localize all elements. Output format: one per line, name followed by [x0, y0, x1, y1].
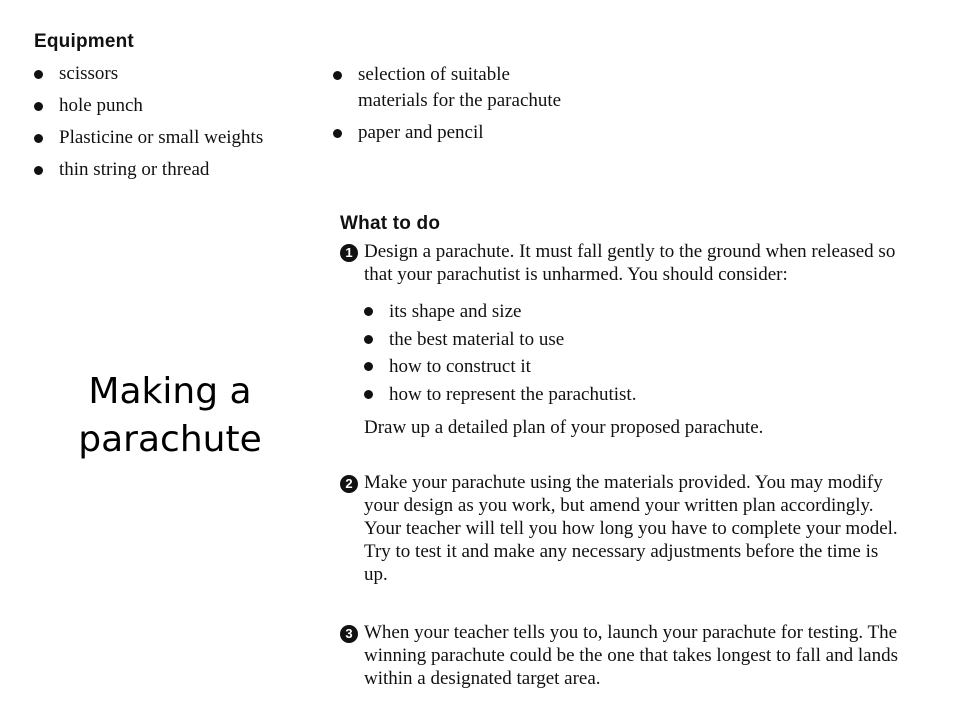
consideration-item	[364, 326, 900, 354]
step-text: Make your parachute using the materials provided. You may modify your design as you work, but amend your written plan accordingly. Your teacher will tell you how long you have to complete your model. Try to test it and make any necessary adjustments before the time is up.	[364, 472, 898, 585]
consideration-label: the best material to use	[389, 328, 565, 350]
consideration-label: its shape and size	[389, 301, 522, 322]
step-3	[340, 621, 900, 690]
step-2	[340, 471, 900, 586]
step-text: When your teacher tells you to, launch your parachute for testing. The winning parachute could be the one that takes longest to fall and lands within a designated target area.	[364, 622, 898, 689]
equipment-item	[34, 61, 324, 87]
slide-title	[40, 368, 300, 464]
equipment-heading: Equipment	[34, 31, 134, 52]
equipment-item	[333, 62, 573, 114]
consideration-label: how to represent the parachutist.	[389, 383, 637, 405]
equipment-list-right	[333, 62, 573, 152]
step-number-badge: 1	[340, 244, 358, 262]
equipment-item-label: scissors	[59, 63, 119, 84]
equipment-item-label: selection of suitable materials for the parachute	[358, 64, 562, 111]
bullet-icon	[34, 166, 43, 175]
equipment-item-label: paper and pencil	[358, 122, 484, 143]
bullet-icon	[34, 134, 43, 143]
equipment-item	[34, 157, 324, 183]
consideration-item	[364, 381, 900, 409]
plan-note: Draw up a detailed plan of your proposed parachute.	[364, 417, 764, 438]
bullet-icon	[364, 390, 373, 399]
equipment-list-left	[34, 61, 324, 189]
consideration-item	[364, 353, 900, 381]
bullet-icon	[364, 362, 373, 371]
step-1	[340, 240, 900, 439]
equipment-item-label: hole punch	[59, 95, 143, 116]
slide-title-line-1: Making a	[88, 371, 252, 412]
equipment-item	[34, 93, 324, 119]
step-number-badge: 3	[340, 625, 358, 643]
bullet-icon	[34, 102, 43, 111]
equipment-item	[34, 125, 324, 151]
slide-title-line-2: parachute	[78, 419, 262, 460]
consideration-label: how to construct it	[389, 356, 531, 377]
bullet-icon	[333, 129, 342, 138]
what-to-do-heading: What to do	[340, 213, 441, 234]
bullet-icon	[364, 335, 373, 344]
equipment-item	[333, 120, 573, 146]
equipment-item-label: Plasticine or small weights	[59, 127, 264, 148]
consideration-item	[364, 298, 900, 326]
bullet-icon	[364, 307, 373, 316]
step-number-badge: 2	[340, 475, 358, 493]
step-text: Design a parachute. It must fall gently to the ground when released so that your parachutist is unharmed. You should consider:	[364, 241, 896, 285]
bullet-icon	[333, 71, 342, 80]
considerations-list	[364, 298, 900, 408]
equipment-item-label: thin string or thread	[59, 159, 210, 180]
bullet-icon	[34, 70, 43, 79]
